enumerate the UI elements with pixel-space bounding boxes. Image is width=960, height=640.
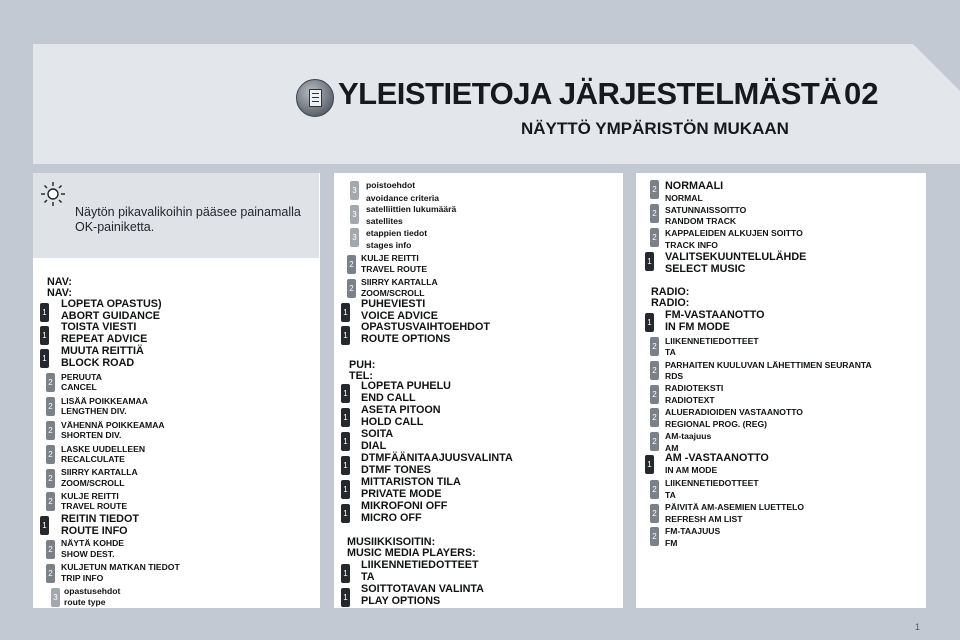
menu-item: ALUERADIOIDEN VASTAANOTTO — [665, 407, 803, 417]
menu-item: NORMAALI — [665, 180, 724, 192]
menu-item: KULJETUN MATKAN TIEDOT — [61, 562, 180, 572]
level-badge: 2 — [46, 373, 55, 392]
menu-item-en: ZOOM/SCROLL — [61, 478, 125, 488]
level-badge: 1 — [40, 303, 49, 322]
menu-item-en: AM — [665, 443, 679, 453]
menu-item-en: RANDOM TRACK — [665, 216, 737, 226]
level-badge: 3 — [350, 181, 359, 200]
level-badge: 1 — [341, 408, 350, 427]
menu-item-en: SELECT MUSIC — [665, 263, 746, 275]
menu-item-en: ROUTE OPTIONS — [361, 333, 451, 345]
page-title: YLEISTIETOJA JÄRJESTELMÄSTÄ — [338, 76, 842, 111]
menu-item: ASETA PITOON — [361, 404, 441, 416]
tip-text: Näytön pikavalikoihin pääsee painamalla OK-painiketta. — [75, 205, 301, 234]
document-icon — [296, 79, 334, 117]
menu-item: opastusehdot — [64, 586, 121, 596]
menu-item-en: ABORT GUIDANCE — [61, 310, 160, 322]
menu-item-en: REFRESH AM LIST — [665, 514, 743, 524]
radio-heading-en: RADIO: — [651, 297, 690, 309]
level-badge: 2 — [650, 361, 659, 380]
level-badge: 2 — [650, 504, 659, 523]
menu-item: LIIKENNETIEDOTTEET — [361, 559, 479, 571]
level-badge: 2 — [46, 445, 55, 464]
menu-item-en: ROUTE INFO — [61, 525, 128, 537]
menu-item-en: satellites — [366, 216, 403, 226]
menu-item: VALITSEKUUNTELULÄHDE — [665, 251, 807, 263]
menu-item-en: RADIOTEXT — [665, 395, 715, 405]
page-number: 1 — [915, 622, 921, 632]
menu-item: KULJE REITTI — [61, 491, 119, 501]
menu-item: LOPETA PUHELU — [361, 380, 451, 392]
level-badge: 2 — [46, 492, 55, 511]
menu-item: AM -VASTAANOTTO — [665, 452, 769, 464]
menu-item: etappien tiedot — [366, 228, 428, 238]
menu-item: satelliittien lukumäärä — [366, 204, 457, 214]
menu-item-en: ZOOM/SCROLL — [361, 288, 425, 298]
menu-item-en: TA — [361, 571, 375, 583]
menu-item-en: IN FM MODE — [665, 321, 730, 333]
phone-heading: PUH: — [349, 359, 376, 371]
level-badge: 1 — [341, 480, 350, 499]
menu-item: NÄYTÄ KOHDE — [61, 538, 125, 548]
level-badge: 2 — [46, 469, 55, 488]
menu-item: SIIRRY KARTALLA — [61, 467, 138, 477]
level-badge: 2 — [650, 480, 659, 499]
menu-item-en: avoidance criteria — [366, 193, 440, 203]
menu-item-en: REGIONAL PROG. (REG) — [665, 419, 768, 429]
menu-item-en: PLAY OPTIONS — [361, 595, 441, 607]
menu-item-en: TRAVEL ROUTE — [361, 264, 428, 274]
level-badge: 2 — [650, 385, 659, 404]
footer — [0, 608, 960, 640]
level-badge: 2 — [650, 408, 659, 427]
menu-item-en: TRACK INFO — [665, 240, 718, 250]
level-badge: 3 — [51, 588, 60, 607]
menu-item: AM-taajuus — [665, 431, 712, 441]
menu-item-en: REPEAT ADVICE — [61, 333, 148, 345]
menu-item-en: MICRO OFF — [361, 512, 422, 524]
menu-item: SOITA — [361, 428, 394, 440]
level-badge: 3 — [350, 228, 359, 247]
nav-heading-en: NAV: — [47, 287, 72, 299]
menu-item-en: DIAL — [361, 440, 387, 452]
menu-item-en: IN AM MODE — [665, 465, 718, 475]
menu-item-en: TRIP INFO — [61, 573, 104, 583]
menu-item-en: route type — [64, 597, 106, 607]
level-badge: 1 — [40, 326, 49, 345]
level-badge: 2 — [46, 397, 55, 416]
menu-item-en: RECALCULATE — [61, 454, 125, 464]
menu-item: MIKROFONI OFF — [361, 500, 448, 512]
menu-item-en: stages info — [366, 240, 412, 250]
level-badge: 2 — [650, 204, 659, 223]
menu-item: FM-VASTAANOTTO — [665, 309, 765, 321]
level-badge: 1 — [40, 516, 49, 535]
level-badge: 1 — [341, 384, 350, 403]
level-badge: 1 — [341, 456, 350, 475]
menu-item-en: LENGTHEN DIV. — [61, 406, 127, 416]
menu-item: SIIRRY KARTALLA — [361, 277, 438, 287]
phone-heading-en: TEL: — [349, 370, 373, 382]
menu-item: LASKE UUDELLEEN — [61, 444, 146, 454]
menu-item: poistoehdot — [366, 180, 416, 190]
menu-item: OPASTUSVAIHTOEHDOT — [361, 321, 490, 333]
menu-item: VÄHENNÄ POIKKEAMAA — [61, 420, 165, 430]
level-badge: 2 — [347, 255, 356, 274]
menu-item: MUUTA REITTIÄ — [61, 345, 144, 357]
menu-item: MITTARISTON TILA — [361, 476, 461, 488]
menu-item-en: BLOCK ROAD — [61, 357, 135, 369]
menu-item-en: TA — [665, 490, 676, 500]
menu-item: PARHAITEN KUULUVAN LÄHETTIMEN SEURANTA — [665, 360, 872, 370]
level-badge: 2 — [46, 421, 55, 440]
level-badge: 2 — [650, 527, 659, 546]
menu-item: KAPPALEIDEN ALKUJEN SOITTO — [665, 228, 803, 238]
menu-item-en: VOICE ADVICE — [361, 310, 438, 322]
level-badge: 2 — [650, 337, 659, 356]
menu-item-en: NORMAL — [665, 193, 703, 203]
menu-item-en: PRIVATE MODE — [361, 488, 442, 500]
menu-item: KULJE REITTI — [361, 253, 419, 263]
level-badge: 2 — [46, 540, 55, 559]
menu-item: PERUUTA — [61, 372, 102, 382]
menu-item: TOISTA VIESTI — [61, 321, 137, 333]
music-heading: MUSIIKKISOITIN: — [347, 536, 436, 548]
level-badge: 1 — [645, 252, 654, 271]
menu-item-en: CANCEL — [61, 382, 97, 392]
level-badge: 2 — [650, 228, 659, 247]
level-badge: 1 — [341, 564, 350, 583]
menu-item: REITIN TIEDOT — [61, 513, 139, 525]
level-badge: 1 — [341, 432, 350, 451]
menu-item: FM-TAAJUUS — [665, 526, 721, 536]
level-badge: 1 — [645, 313, 654, 332]
music-heading-en: MUSIC MEDIA PLAYERS: — [347, 547, 476, 559]
menu-item-en: HOLD CALL — [361, 416, 424, 428]
level-badge: 2 — [347, 279, 356, 298]
menu-item-en: SHOW DEST. — [61, 549, 115, 559]
menu-item: LISÄÄ POIKKEAMAA — [61, 396, 148, 406]
sun-icon — [36, 178, 70, 210]
level-badge: 2 — [46, 564, 55, 583]
menu-item: PÄIVITÄ AM-ASEMIEN LUETTELO — [665, 502, 805, 512]
level-badge: 3 — [350, 205, 359, 224]
level-badge: 1 — [341, 504, 350, 523]
level-badge: 1 — [341, 588, 350, 607]
menu-item-en: SHORTEN DIV. — [61, 430, 122, 440]
menu-item-en: DTMF TONES — [361, 464, 431, 476]
menu-item: LIIKENNETIEDOTTEET — [665, 336, 759, 346]
level-badge: 2 — [650, 180, 659, 199]
menu-item-en: RDS — [665, 371, 684, 381]
chapter-number: 02 — [844, 76, 879, 111]
level-badge: 1 — [40, 349, 49, 368]
menu-item: DTMFÄÄNITAAJUUSVALINTA — [361, 452, 513, 464]
level-badge: 1 — [645, 455, 654, 474]
menu-item-en: TA — [665, 347, 676, 357]
menu-item: LOPETA OPASTUS) — [61, 298, 162, 310]
level-badge: 1 — [341, 303, 350, 322]
menu-item: LIIKENNETIEDOTTEET — [665, 478, 759, 488]
level-badge: 2 — [650, 432, 659, 451]
menu-item-en: END CALL — [361, 392, 416, 404]
menu-item-en: FM — [665, 538, 678, 548]
radio-heading: RADIO: — [651, 286, 690, 298]
menu-item: RADIOTEKSTI — [665, 383, 724, 393]
page-subtitle: NÄYTTÖ YMPÄRISTÖN MUKAAN — [521, 119, 789, 138]
nav-heading: NAV: — [47, 276, 72, 288]
menu-item-en: TRAVEL ROUTE — [61, 501, 128, 511]
menu-item: PUHEVIESTI — [361, 298, 426, 310]
menu-item: SATUNNAISSOITTO — [665, 205, 747, 215]
level-badge: 1 — [341, 326, 350, 345]
menu-item: SOITTOTAVAN VALINTA — [361, 583, 484, 595]
